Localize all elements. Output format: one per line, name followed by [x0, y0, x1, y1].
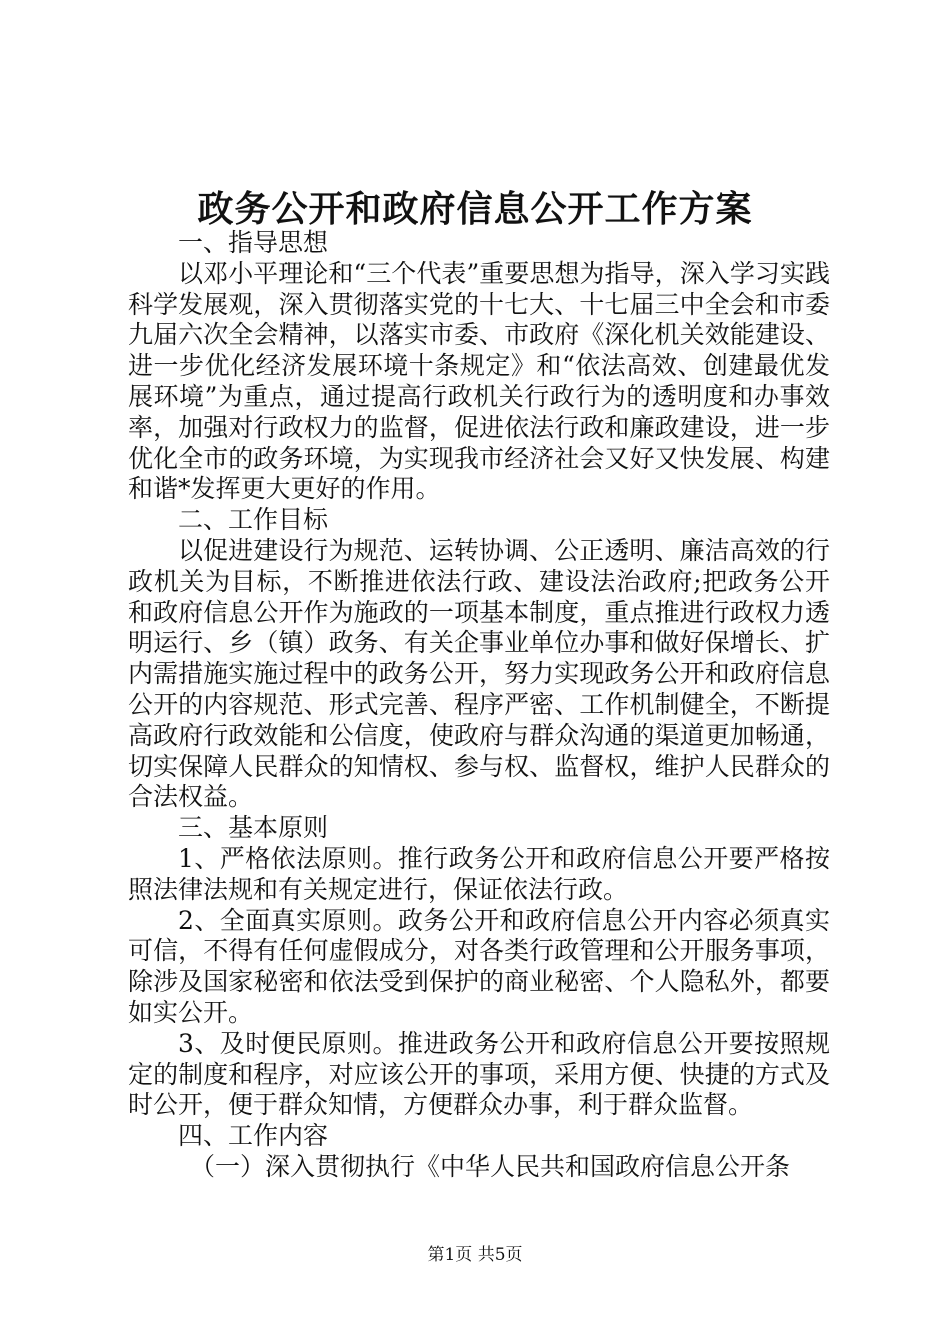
section-heading: 四、工作内容	[178, 1121, 329, 1151]
section-heading: 二、工作目标	[178, 505, 329, 535]
page-footer: 第1页 共5页	[427, 1245, 523, 1265]
document-title: 政务公开和政府信息公开工作方案	[197, 188, 753, 230]
section-heading: 一、指导思想	[178, 228, 329, 257]
section-paragraph: （一）深入贯彻执行《中华人民共和国政府信息公开条	[190, 1151, 791, 1181]
section-heading: 三、基本原则	[178, 813, 329, 843]
section-paragraph: 3、及时便民原则。推进政务公开和政府信息公开要按照规定的制度和程序，对应该公开的事项，采用方便、快捷的方式及时公开，便于群众知情，方便群众办事，利于群众监督。	[128, 1028, 830, 1120]
section-paragraph: 2、全面真实原则。政务公开和政府信息公开内容必须真实可信，不得有任何虚假成分，对各类行政管理和公开服务事项，除涉及国家秘密和依法受到保护的商业秘密、个人隐私外，都要如实公开。	[128, 905, 830, 1027]
section-paragraph: 以促进建设行为规范、运转协调、公正透明、廉洁高效的行政机关为目标，不断推进依法行政、建设法治政府;把政务公开和政府信息公开作为施政的一项基本制度，重点推进行政权力透明运行、乡（镇）政务、有关企事业单位办事和做好保增长、扩内需措施实施过程中的政务公开，努力实现政务公开和政府信息公开的内容规范、形式完善、程序严密、工作机制健全，不断提高政府行政效能和公信度，使政府与群众沟通的渠道更加畅通，切实保障人民群众的知情权、参与权、监督权，维护人民群众的合法权益。	[128, 535, 830, 812]
section-paragraph: 以邓小平理论和“三个代表”重要思想为指导，深入学习实践科学发展观，深入贯彻落实党的十七大、十七届三中全会和市委九届六次全会精神，以落实市委、市政府《深化机关效能建设、进一步优化经济发展环境十条规定》和“依法高效、创建最优发展环境”为重点，通过提高行政机关行政行为的透明度和办事效率，加强对行政权力的监督，促进依法行政和廉政建设，进一步优化全市的政务环境，为实现我市经济社会又好又快发展、构建和谐*发挥更大更好的作用。	[128, 258, 830, 504]
section-paragraph: 1、严格依法原则。推行政务公开和政府信息公开要严格按照法律法规和有关规定进行，保证依法行政。	[128, 843, 830, 904]
document-body	[128, 228, 830, 1183]
